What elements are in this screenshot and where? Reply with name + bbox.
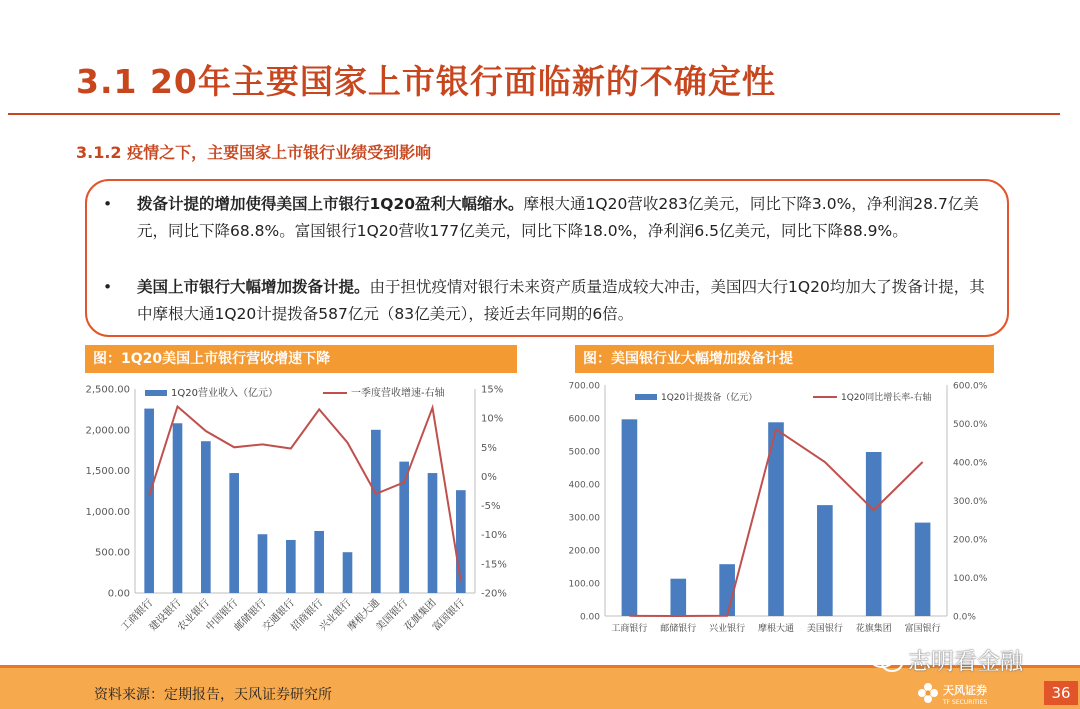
category-label: 富国银行	[904, 624, 941, 634]
bullet-1-headline: 拨备计提的增加使得美国上市银行1Q20盈利大幅缩水。	[137, 195, 524, 213]
bullet-1-text: 摩根大通1Q20营收283亿美元，同比下降3.0%，净利润28.7亿美元，同比下降68.8%。富国银行1Q20营收177亿美元，同比下降18.0%，净利润6.5亿美元，同比下降88.9%。	[137, 195, 979, 240]
left-axis-tick-label: 1,500.00	[85, 466, 130, 478]
left-chart	[85, 376, 517, 638]
logo-en: TF SECURITIES	[943, 699, 988, 706]
left-axis-tick-label: 500.00	[95, 547, 130, 559]
category-label: 招商银行	[289, 597, 326, 634]
category-label: 摩根大通	[757, 624, 795, 634]
slide-title: 3.1 20年主要国家上市银行面临新的不确定性	[76, 62, 776, 101]
category-label: 摩根大通	[345, 597, 382, 634]
right-chart	[568, 376, 994, 638]
bar-邮储银行	[258, 534, 268, 593]
right-axis-tick-label: -20%	[481, 588, 507, 600]
tf-securities-logo	[915, 679, 1025, 707]
right-axis-tick-label: 300.0%	[953, 497, 988, 507]
flower-icon	[918, 683, 938, 703]
left-axis-tick-label: 100.00	[568, 579, 600, 590]
bar-建设银行	[173, 423, 183, 593]
legend-bar-label: 1Q20营业收入（亿元）	[171, 388, 278, 399]
bar-美国银行	[817, 505, 833, 616]
left-axis-tick-label: 200.00	[568, 546, 600, 557]
watermark-text: 志明看金融	[908, 649, 1023, 675]
bar-花旗集团	[866, 452, 882, 616]
bar-中国银行	[229, 473, 239, 593]
category-label: 交通银行	[260, 597, 297, 634]
bar-邮储银行	[670, 579, 686, 616]
right-axis-tick-label: 200.0%	[953, 535, 988, 546]
left-axis-tick-label: 2,500.00	[85, 384, 130, 396]
category-label: 兴业银行	[709, 624, 746, 634]
right-axis-tick-label: 500.0%	[953, 420, 988, 430]
page-number: 36	[1044, 681, 1078, 705]
bar-富国银行	[915, 523, 931, 616]
left-axis-tick-label: 600.00	[568, 414, 600, 425]
right-chart-header: 图：美国银行业大幅增加拨备计提	[575, 345, 994, 373]
right-axis-tick-label: -15%	[481, 559, 507, 571]
right-axis-tick-label: 15%	[481, 384, 504, 396]
bar-工商银行	[144, 409, 154, 593]
left-axis-tick-label: 500.00	[568, 447, 600, 458]
wechat-icon	[868, 647, 904, 673]
bar-花旗集团	[428, 473, 438, 593]
legend-line-label: 1Q20同比增长率-右轴	[841, 393, 932, 403]
legend-bar-swatch	[145, 390, 167, 396]
bar-交通银行	[286, 540, 296, 593]
bullet-marker: •	[103, 278, 113, 296]
summary-box	[85, 179, 1009, 337]
legend-bar-swatch	[635, 394, 657, 400]
left-axis-tick-label: 0.00	[579, 612, 600, 623]
category-label: 邮储银行	[660, 624, 697, 634]
bar-兴业银行	[343, 552, 353, 593]
right-axis-tick-label: 400.0%	[953, 458, 988, 469]
right-axis-tick-label: 5%	[481, 442, 497, 454]
bar-摩根大通	[371, 430, 381, 593]
summary-bullet-1	[103, 191, 983, 273]
source-note: 资料来源：定期报告，天风证券研究所	[94, 687, 332, 703]
left-axis-tick-label: 0.00	[107, 588, 130, 600]
category-label: 富国银行	[430, 597, 467, 634]
right-axis-tick-label: -5%	[481, 501, 501, 513]
category-label: 工商银行	[611, 624, 648, 634]
category-label: 花旗集团	[402, 597, 439, 634]
legend-bar-label: 1Q20计提拨备（亿元）	[661, 393, 758, 403]
category-label: 建设银行	[147, 597, 184, 634]
growth-line	[149, 407, 461, 582]
bar-招商银行	[314, 531, 324, 593]
left-axis-tick-label: 1,000.00	[85, 506, 130, 518]
legend-line-label: 一季度营收增速-右轴	[351, 388, 445, 399]
bullet-marker: •	[103, 195, 113, 213]
left-chart-header: 图：1Q20美国上市银行营收增速下降	[85, 345, 517, 373]
category-label: 美国银行	[806, 624, 843, 634]
right-axis-tick-label: 10%	[481, 413, 504, 425]
bullet-2-text: 由于担忧疫情对银行未来资产质量造成较大冲击，美国四大行1Q20均加大了拨备计提，其中摩根大通1Q20计提拨备587亿元（83亿美元），接近去年同期的6倍。	[137, 278, 985, 323]
category-label: 花旗集团	[855, 624, 892, 634]
left-axis-tick-label: 2,000.00	[85, 425, 130, 437]
left-axis-tick-label: 700.00	[568, 381, 600, 392]
title-divider	[8, 113, 1060, 115]
right-axis-tick-label: -10%	[481, 530, 507, 542]
right-axis-tick-label: 0%	[481, 471, 497, 483]
right-axis-tick-label: 100.0%	[953, 574, 988, 584]
category-label: 兴业银行	[317, 597, 354, 634]
category-label: 农业银行	[175, 597, 212, 634]
logo-cn: 天风证券	[943, 684, 987, 697]
left-axis-tick-label: 300.00	[568, 513, 600, 524]
bar-工商银行	[622, 419, 638, 616]
summary-bullet-2	[103, 274, 983, 330]
category-label: 中国银行	[204, 597, 241, 634]
category-label: 美国银行	[374, 597, 411, 634]
right-axis-tick-label: 0.0%	[953, 612, 976, 623]
left-axis-tick-label: 400.00	[568, 480, 600, 491]
bullet-2-headline: 美国上市银行大幅增加拨备计提。	[137, 278, 370, 296]
bar-兴业银行	[719, 564, 735, 616]
section-subtitle: 3.1.2 疫情之下，主要国家上市银行业绩受到影响	[76, 143, 432, 162]
category-label: 邮储银行	[232, 597, 269, 634]
category-label: 工商银行	[119, 597, 156, 634]
bar-农业银行	[201, 441, 211, 593]
right-axis-tick-label: 600.0%	[953, 381, 988, 392]
